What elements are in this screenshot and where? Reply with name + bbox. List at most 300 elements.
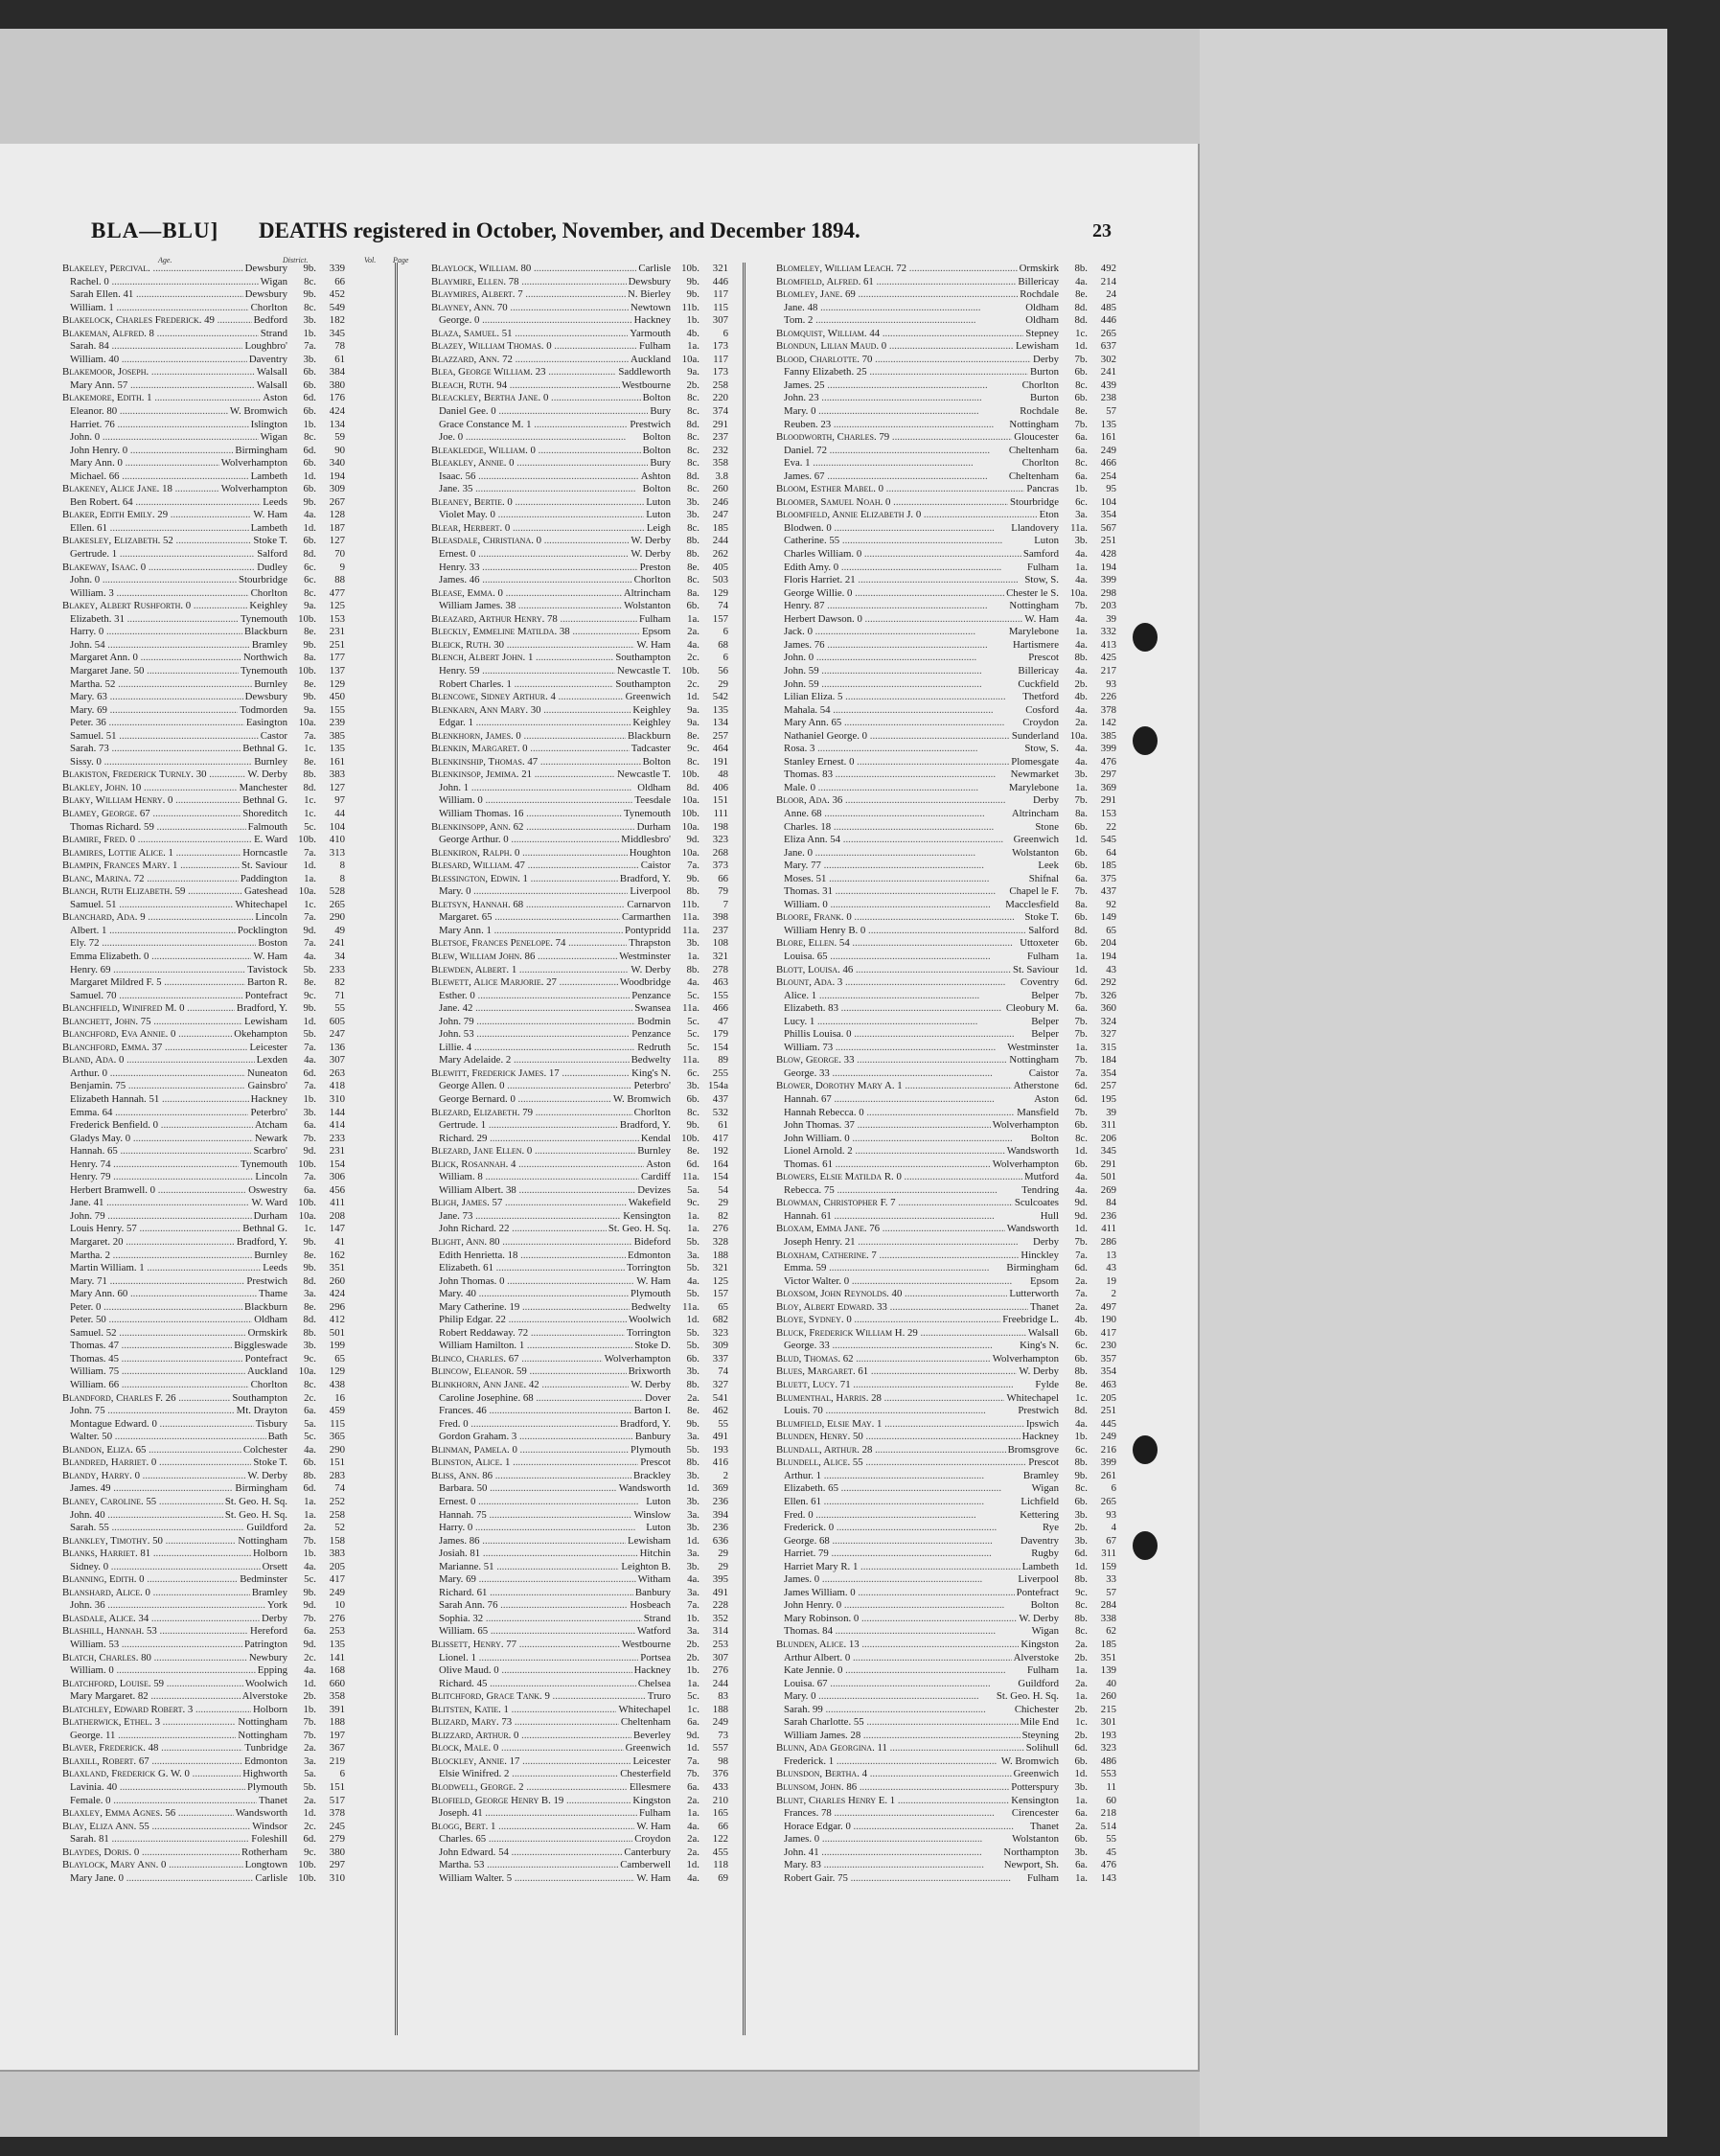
- entry-district: Bedwelty: [631, 1054, 671, 1067]
- entry-district: Derby: [1033, 353, 1059, 365]
- entry-name: Kate Jennie. 0 .....: [776, 1664, 1025, 1678]
- entry-volume: 9a.: [304, 600, 316, 612]
- register-entry: [776, 1742, 1116, 1755]
- register-entry: [431, 1002, 728, 1016]
- register-entry: [62, 990, 345, 1003]
- entry-volume: 1c.: [1075, 327, 1088, 339]
- binding-hole: [1133, 1435, 1158, 1464]
- entry-name: Arthur Albert. 0 .....: [776, 1652, 1012, 1665]
- entry-district: St. Geo. H. Sq.: [996, 1690, 1059, 1703]
- page-number: 23: [1092, 220, 1112, 241]
- entry-page: 57: [1106, 1586, 1116, 1598]
- register-entry: [62, 756, 345, 769]
- entry-page: 54: [718, 1183, 728, 1196]
- entry-page: 41: [334, 1236, 345, 1249]
- entry-district: Billericay: [1018, 275, 1059, 287]
- entry-page: 193: [712, 1443, 728, 1456]
- entry-volume: 5b.: [686, 1236, 699, 1249]
- entry-volume: 7a.: [304, 846, 316, 859]
- entry-name: William. 0 .....: [62, 1664, 256, 1678]
- entry-district: Ashton: [640, 470, 671, 482]
- register-entry: [62, 496, 345, 510]
- entry-name: John Thomas. 0 .....: [431, 1275, 634, 1289]
- register-entry: [431, 821, 728, 835]
- entry-volume: 10b.: [298, 664, 316, 677]
- entry-name: Sarah Ann. 76 .....: [431, 1599, 628, 1613]
- register-entry: [776, 1833, 1116, 1846]
- entry-name: Philip Edgar. 22 .....: [431, 1314, 627, 1327]
- entry-page: 65: [1106, 924, 1116, 936]
- register-entry: [62, 1431, 345, 1444]
- entry-volume: 5c.: [304, 1431, 316, 1443]
- register-entry: [431, 1340, 728, 1353]
- entry-name: William Walter. 5 .....: [431, 1872, 634, 1886]
- entry-page: 129: [329, 677, 345, 690]
- entry-district: Leek: [1038, 860, 1059, 872]
- register-entry: [431, 1690, 728, 1704]
- register-entry: [62, 276, 345, 289]
- entry-district: Witham: [637, 1573, 671, 1586]
- entry-volume: 7b.: [1074, 600, 1088, 612]
- entry-district: W. Bromwich: [229, 405, 287, 418]
- entry-district: Thrapston: [629, 937, 671, 950]
- entry-name: Blayney, Ann. 70 .....: [431, 302, 629, 315]
- entry-name: John. 36 .....: [62, 1599, 265, 1613]
- entry-page: 437: [712, 1093, 728, 1105]
- entry-district: W. Ham: [253, 509, 287, 521]
- entry-district: Plymouth: [631, 1288, 671, 1300]
- entry-name: Blazey, William Thomas. 0 .....: [431, 340, 637, 354]
- register-entry: [776, 419, 1116, 432]
- entry-name: Blinston, Alice. 1 .....: [431, 1456, 638, 1470]
- entry-district: Carlisle: [255, 1871, 287, 1884]
- entry-volume: 6d.: [303, 1833, 316, 1846]
- entry-name: Blunn, Ada Georgina. 11 .....: [776, 1742, 1024, 1755]
- register-entry: [62, 405, 345, 419]
- entry-volume: 8e.: [304, 1249, 316, 1261]
- entry-volume: 4a.: [304, 950, 316, 962]
- register-entry: [776, 899, 1116, 912]
- entry-district: Tynemouth: [240, 1158, 287, 1170]
- entry-page: 337: [712, 1352, 728, 1365]
- entry-district: Teesdale: [634, 794, 671, 807]
- entry-district: Colchester: [242, 1443, 287, 1456]
- entry-district: Dewsbury: [628, 275, 671, 287]
- column-divider: [743, 263, 745, 2035]
- entry-district: Birmingham: [235, 1482, 287, 1495]
- entry-volume: 9b.: [303, 1236, 316, 1249]
- entry-district: Chorlton: [250, 1379, 287, 1391]
- entry-name: William Henry B. 0 .....: [776, 925, 1026, 938]
- entry-page: 410: [329, 834, 345, 846]
- entry-volume: 6b.: [1074, 1755, 1088, 1767]
- entry-page: 184: [1100, 1054, 1116, 1067]
- entry-name: William Hamilton. 1 .....: [431, 1340, 632, 1353]
- entry-volume: 6b.: [1074, 911, 1088, 924]
- entry-volume: 2c.: [687, 652, 699, 664]
- entry-volume: 1d.: [1074, 1560, 1088, 1572]
- register-entry: [776, 405, 1116, 419]
- register-entry: [62, 600, 345, 613]
- entry-volume: 1a.: [1075, 1041, 1088, 1053]
- entry-page: 176: [329, 392, 345, 404]
- entry-district: Bury: [650, 457, 671, 470]
- entry-name: Samuel. 52 .....: [62, 1327, 246, 1341]
- entry-volume: 1d.: [1074, 1223, 1088, 1235]
- entry-name: Lilian Eliza. 5 .....: [776, 691, 1021, 704]
- register-entry: [431, 600, 728, 613]
- entry-page: 485: [1100, 301, 1116, 313]
- entry-name: Frederick. 0 .....: [776, 1522, 1041, 1535]
- entry-district: Billericay: [1018, 664, 1059, 677]
- entry-district: Wolverhampton: [604, 1352, 671, 1365]
- entry-district: Wandsworth: [235, 1807, 287, 1820]
- entry-volume: 3b.: [1074, 535, 1088, 547]
- register-entry: [431, 951, 728, 964]
- entry-name: Michael. 66 .....: [62, 470, 249, 484]
- entry-volume: 4b.: [1074, 1314, 1088, 1326]
- register-entry: [776, 1314, 1116, 1327]
- entry-volume: 4a.: [304, 1560, 316, 1572]
- entry-district: W. Derby: [1019, 1612, 1059, 1624]
- entry-page: 231: [329, 626, 345, 638]
- entry-name: Sarah Ellen. 41 .....: [62, 288, 243, 302]
- entry-page: 340: [329, 457, 345, 470]
- register-entry: [431, 1210, 728, 1224]
- register-entry: [776, 1509, 1116, 1523]
- entry-name: Sarah. 55 .....: [62, 1522, 244, 1535]
- entry-name: Ernest. 0 .....: [431, 548, 629, 562]
- entry-name: Fanny Elizabeth. 25 .....: [776, 366, 1028, 379]
- entry-name: Henry. 87 .....: [776, 600, 1007, 613]
- register-entry: [431, 1301, 728, 1315]
- entry-page: 117: [713, 353, 728, 365]
- entry-volume: 6b.: [1074, 846, 1088, 859]
- entry-district: Chorlton: [1021, 378, 1059, 391]
- entry-name: Blenkinsopp, Ann. 62 .....: [431, 821, 635, 835]
- register-entry: [776, 366, 1116, 379]
- entry-district: Nottingham: [1009, 418, 1059, 430]
- entry-district: Prescot: [1028, 652, 1059, 664]
- entry-volume: 8b.: [1074, 1573, 1088, 1586]
- vol-heading: Vol.: [364, 256, 377, 264]
- entry-name: Joseph. 41 .....: [431, 1807, 637, 1821]
- entry-name: Blomfield, Alfred. 61 .....: [776, 276, 1016, 289]
- entry-volume: 1d.: [686, 1534, 699, 1547]
- entry-page: 185: [712, 521, 728, 534]
- entry-page: 296: [329, 1300, 345, 1313]
- entry-volume: 9c.: [304, 1846, 316, 1858]
- entry-page: 208: [329, 1209, 345, 1222]
- entry-district: W. Derby: [631, 548, 671, 561]
- entry-name: Mary. 0 .....: [776, 1690, 995, 1704]
- entry-page: 290: [329, 911, 345, 924]
- register-entry: [62, 587, 345, 601]
- entry-district: Hartismere: [1013, 638, 1059, 651]
- entry-volume: 10a.: [298, 1209, 316, 1222]
- entry-name: Bloomfield, Annie Elizabeth J. 0 .....: [776, 509, 1038, 522]
- entry-page: 553: [1100, 1768, 1116, 1780]
- register-entry: [431, 1327, 728, 1341]
- entry-district: Lincoln: [255, 1171, 287, 1183]
- register-entry: [62, 1613, 345, 1626]
- entry-page: 253: [712, 1638, 728, 1650]
- entry-district: Bramley: [1022, 1469, 1059, 1481]
- entry-district: Bramley: [251, 638, 287, 651]
- entry-district: W. Derby: [1019, 1365, 1059, 1378]
- entry-page: 258: [712, 378, 728, 391]
- entry-name: Louis. 70 .....: [776, 1405, 1016, 1418]
- entry-district: W. Ward: [251, 1197, 287, 1209]
- entry-name: Block, Male. 0 .....: [431, 1742, 624, 1755]
- entry-district: Prescot: [640, 1456, 671, 1469]
- entry-page: 339: [329, 263, 345, 274]
- entry-name: Blatchford, Louise. 59 .....: [62, 1678, 243, 1691]
- entry-name: Harriet. 76 .....: [62, 419, 249, 432]
- entry-name: Mary Ann. 65 .....: [776, 717, 1021, 730]
- entry-district: Banbury: [634, 1586, 671, 1598]
- entry-page: 29: [718, 1560, 728, 1572]
- entry-page: 249: [1100, 444, 1116, 456]
- entry-page: 374: [712, 405, 728, 418]
- entry-page: 197: [329, 1729, 345, 1741]
- entry-name: Blincow, Eleanor. 59 .....: [431, 1365, 627, 1379]
- entry-volume: 9b.: [303, 495, 316, 508]
- entry-page: 68: [718, 638, 728, 651]
- entry-volume: 8c.: [687, 431, 699, 444]
- entry-page: 84: [1106, 1197, 1116, 1209]
- register-entry: [62, 1833, 345, 1846]
- register-entry: [62, 1768, 345, 1781]
- entry-name: Mary. 0 .....: [431, 885, 628, 899]
- entry-page: 260: [712, 483, 728, 495]
- entry-district: Croydon: [1022, 717, 1059, 729]
- register-entry: [776, 1145, 1116, 1158]
- entry-district: Epsom: [642, 626, 671, 638]
- entry-volume: 2a.: [1075, 1677, 1088, 1689]
- entry-name: Blatchley, Edward Robert. 3 .....: [62, 1704, 251, 1717]
- entry-volume: 4a.: [1075, 1183, 1088, 1196]
- entry-volume: 10b.: [298, 1197, 316, 1209]
- entry-page: 428: [1100, 548, 1116, 561]
- entry-volume: 4a.: [1075, 612, 1088, 625]
- entry-volume: 2b.: [686, 1638, 699, 1650]
- register-entry: [62, 340, 345, 354]
- entry-name: Jane. 0 .....: [776, 847, 1010, 860]
- entry-page: 83: [718, 1690, 728, 1703]
- register-entry: [431, 1405, 728, 1418]
- register-entry: [62, 1418, 345, 1432]
- entry-volume: 7a.: [304, 1080, 316, 1092]
- entry-district: Shoreditch: [242, 807, 287, 819]
- entry-page: 29: [718, 1548, 728, 1560]
- entry-volume: 10b.: [681, 1132, 699, 1144]
- entry-volume: 10a.: [298, 885, 316, 898]
- register-entry: [776, 354, 1116, 367]
- entry-page: 373: [712, 860, 728, 872]
- register-entry: [431, 626, 728, 639]
- entry-name: Blamey, George. 67 .....: [62, 808, 241, 821]
- register-entry: [776, 483, 1116, 496]
- entry-volume: 7a.: [304, 1041, 316, 1053]
- page-header: [91, 213, 1112, 249]
- entry-name: Blore, Ellen. 54 .....: [776, 937, 1018, 951]
- entry-page: 383: [329, 768, 345, 781]
- entry-district: Hackney: [633, 1664, 671, 1677]
- entry-page: 122: [712, 1833, 728, 1846]
- entry-district: Barton I.: [633, 1405, 671, 1417]
- entry-volume: 9b.: [303, 1262, 316, 1274]
- entry-volume: 6d.: [303, 392, 316, 404]
- entry-district: Mt. Drayton: [236, 1405, 287, 1417]
- register-entry: [62, 1755, 345, 1769]
- entry-volume: 5b.: [686, 1443, 699, 1456]
- entry-name: John. 0 .....: [62, 431, 259, 445]
- register-entry: [431, 678, 728, 692]
- entry-district: Northwich: [242, 652, 287, 664]
- entry-volume: 11a.: [682, 924, 699, 936]
- entry-name: Mary. 69 .....: [62, 704, 238, 718]
- entry-volume: 1b.: [686, 1664, 699, 1677]
- entry-district: Thanet: [259, 1794, 287, 1806]
- register-entry: [776, 1625, 1116, 1639]
- entry-district: Paddington: [240, 872, 287, 884]
- entry-name: Blamire, Fred. 0 .....: [62, 834, 252, 847]
- entry-name: John William. 0 .....: [776, 1133, 1029, 1146]
- entry-page: 115: [713, 301, 728, 313]
- entry-district: Burnley: [254, 677, 287, 690]
- entry-volume: 9c.: [304, 989, 316, 1001]
- entry-page: 263: [329, 1067, 345, 1079]
- entry-name: John. 79 .....: [62, 1210, 252, 1224]
- entry-district: Hosbeach: [630, 1599, 671, 1612]
- entry-page: 6: [722, 626, 728, 638]
- entry-page: 532: [712, 1106, 728, 1118]
- register-entry: [776, 1184, 1116, 1198]
- entry-district: Prestwich: [246, 1274, 287, 1287]
- entry-name: Herbert Bramwell. 0 .....: [62, 1184, 246, 1198]
- entry-district: Aston: [263, 392, 287, 404]
- entry-page: 218: [1100, 1807, 1116, 1820]
- register-entry: [431, 1288, 728, 1301]
- register-entry: [62, 1016, 345, 1029]
- entry-district: Liverpool: [630, 885, 671, 898]
- register-entry: [776, 1054, 1116, 1067]
- entry-volume: 9b.: [303, 288, 316, 301]
- entry-name: Barbara. 50 .....: [431, 1482, 617, 1496]
- entry-district: Plymouth: [247, 1780, 287, 1793]
- entry-volume: 8c.: [304, 431, 316, 444]
- register-entry: [776, 1652, 1116, 1665]
- entry-district: Newark: [254, 1132, 287, 1144]
- entry-name: Blowman, Christopher F. 7 .....: [776, 1197, 1013, 1210]
- entry-name: Lucy. 1 .....: [776, 1016, 1029, 1029]
- register-entry: [431, 1599, 728, 1613]
- register-entry: [776, 496, 1116, 510]
- entry-district: Salford: [257, 548, 287, 561]
- entry-name: Blomquist, William. 44 .....: [776, 328, 1023, 341]
- entry-name: Lionel Arnold. 2 .....: [776, 1145, 1005, 1158]
- entry-volume: 7b.: [1074, 989, 1088, 1001]
- entry-name: Hannah. 61 .....: [776, 1210, 1039, 1224]
- register-entry: [62, 1704, 345, 1717]
- register-entry: [431, 509, 728, 522]
- entry-volume: 8c.: [687, 483, 699, 495]
- entry-name: Mary Adelaide. 2 .....: [431, 1054, 630, 1067]
- register-entry: [62, 1067, 345, 1081]
- entry-district: Fulham: [1027, 1871, 1059, 1884]
- register-entry: [62, 1548, 345, 1561]
- entry-page: 61: [334, 353, 345, 365]
- entry-page: 205: [1100, 1391, 1116, 1404]
- entry-page: 267: [329, 495, 345, 508]
- entry-district: Bethnal G.: [242, 794, 287, 807]
- register-entry: [62, 1639, 345, 1652]
- entry-name: James. 67 .....: [776, 470, 1007, 484]
- register-entry: [776, 1587, 1116, 1600]
- entry-page: 455: [712, 1846, 728, 1858]
- entry-name: William. 3 .....: [62, 587, 249, 601]
- entry-volume: 4a.: [1075, 275, 1088, 287]
- entry-volume: 8c.: [1075, 457, 1088, 470]
- entry-district: Greenwich: [625, 691, 671, 703]
- register-entry: [62, 1171, 345, 1184]
- register-entry: [431, 419, 728, 432]
- entry-volume: 8c.: [304, 586, 316, 599]
- entry-page: 251: [329, 638, 345, 651]
- entry-name: Ellen. 61 .....: [776, 1496, 1019, 1509]
- entry-volume: 1c.: [1075, 1391, 1088, 1404]
- entry-name: Joe. 0 .....: [431, 431, 641, 445]
- entry-volume: 8d.: [686, 781, 699, 793]
- register-entry: [431, 1054, 728, 1067]
- register-entry: [62, 1561, 345, 1574]
- entry-name: Thomas. 31 .....: [776, 885, 1007, 899]
- entry-district: W. Ham: [636, 1820, 671, 1832]
- register-entry: [431, 1353, 728, 1366]
- register-entry: [431, 1821, 728, 1834]
- entry-volume: 6c.: [304, 561, 316, 573]
- entry-district: Rotherham: [241, 1846, 287, 1858]
- entry-name: Joseph Henry. 21 .....: [776, 1236, 1031, 1250]
- register-entry: [431, 808, 728, 821]
- entry-page: 157: [712, 1288, 728, 1300]
- entry-name: Blanchford, Eva Annie. 0 .....: [62, 1028, 232, 1042]
- entry-page: 78: [334, 340, 345, 353]
- register-entry: [776, 574, 1116, 587]
- entry-name: John Henry. 0 .....: [62, 445, 233, 458]
- entry-page: 43: [1106, 963, 1116, 975]
- entry-page: 298: [1100, 586, 1116, 599]
- register-entry: [62, 535, 345, 548]
- register-entry: [776, 1236, 1116, 1250]
- entry-district: Belper: [1031, 1028, 1059, 1041]
- register-entry: [62, 782, 345, 795]
- register-entry: [431, 366, 728, 379]
- register-entry: [431, 1171, 728, 1184]
- entry-volume: 8b.: [1074, 1456, 1088, 1469]
- entry-name: Caroline Josephine. 68 .....: [431, 1392, 643, 1406]
- entry-volume: 8b.: [303, 768, 316, 781]
- entry-district: Bolton: [642, 444, 671, 456]
- register-entry: [776, 288, 1116, 302]
- register-entry: [431, 1392, 728, 1406]
- register-entry: [776, 808, 1116, 821]
- entry-volume: 7b.: [1074, 1236, 1088, 1249]
- entry-page: 557: [712, 1742, 728, 1755]
- entry-volume: 2b.: [303, 1690, 316, 1703]
- entry-name: Samuel. 51 .....: [62, 899, 233, 912]
